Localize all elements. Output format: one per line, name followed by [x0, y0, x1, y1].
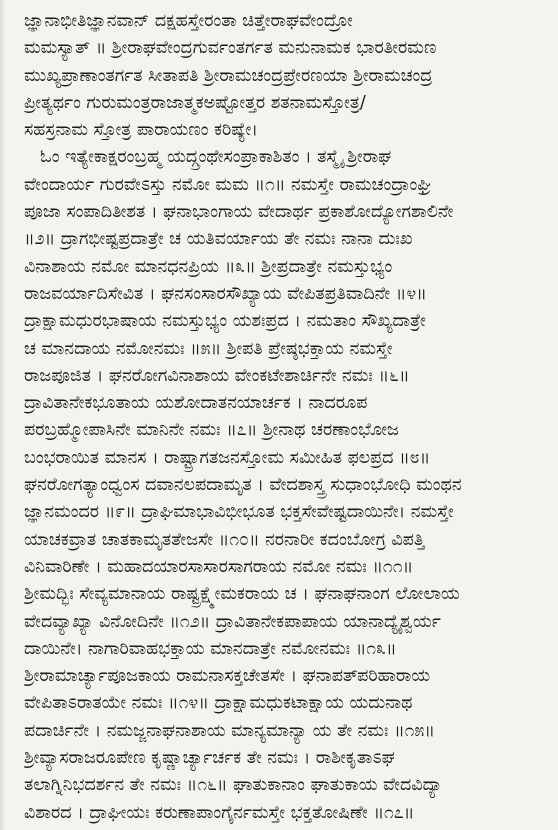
text-line: ಪೂಜಾ ಸಂಪಾದಿತೀಶತ । ಘನಾಭಾಂಗಾಯ ವೇದಾರ್ಥ ಪ್ರಕಾಶೋದ್ಯೋಗಶಾಲಿನೇ	[24, 202, 454, 223]
text-line: ವೇಪಿತಾಽರಾತಯೇ ನಮಃ ॥೧೪॥ ದ್ರಾಕ್ಷಾಮಧುಕಟಾಕ್ಷಾಯ ಯದುನಾಥ	[24, 693, 413, 714]
text-line: ದಾಯಿನೇ। ನಾಗಾರಿವಾಹಭಕ್ತಾಯ ಮಾನದಾತ್ರೇ ನಮೋನಮಃ ॥೧೩॥	[24, 638, 397, 659]
text-line: ವಿನಿವಾರಿಣೇ । ಮಹಾದಯಾರಸಾಸಾರಸಾಗರಾಯ ನಮೋ ನಮಃ ॥೧೧॥	[24, 556, 414, 577]
text-line: ಪ್ರೀತ್ಯರ್ಥಂ ಗುರುಮಂತ್ರರಾಜಾತ್ಮಕಅಷ್ಟೋತ್ತರ ಶತನಾಮಸ್ತೋತ್ರ/	[24, 92, 366, 113]
text-line: ದ್ರಾಕ್ಷಾಮಧುರಭಾಷಾಯ ನಮಸ್ತುಭ್ಯಂ ಯಶಃಪ್ರದ । ನಮತಾಂ ಸೌಖ್ಯದಾತ್ರೇ	[24, 311, 426, 332]
text-line: ಮುಖ್ಯಪ್ರಾಣಾಂತರ್ಗತ ಸೀತಾಪತಿ ಶ್ರೀರಾಮಚಂದ್ರಪ್ರೇರಣಯಾ ಶ್ರೀರಾಮಚಂದ್ರ	[24, 65, 433, 86]
text-line: ಶ್ರೀವ್ಯಾಸರಾಜರೂಪೇಣ ಕೃಷ್ಣಾರ್ಚ್ಯಾರ್ಚಕ ತೇ ನಮಃ । ರಾಶೀಕೃತಾಽಘ	[24, 748, 395, 769]
text-line: ವಿನಾಶಾಯ ನಮೋ ಮಾನಧನಪ್ರಿಯ ॥೩॥ ಶ್ರೀಪ್ರದಾತ್ರೇ ನಮಸ್ತುಭ್ಯಂ	[24, 256, 393, 277]
text-line: ಶ್ರೀರಾಮಾರ್ಚ್ಯಾಪೂಜಕಾಯ ರಾಮನಾಸಕ್ತಚೇತಸೇ । ಘನಾಪತ್‍ಪರಿಹಾರಾಯ	[24, 666, 431, 687]
text-line: ಜ್ಞಾನಮಂದರ ॥೯॥ ದ್ರಾಘಿಮಾಭಾವಿಭೀಭೂತ ಭಕ್ತಸೇವೇಷ್ಟದಾಯಿನೇ। ನಮಸ್ತೇ	[24, 502, 454, 523]
text-line: ವೇಂದಾರ್ಯ ಗುರವೇಽಸ್ತು ನಮೋ ಮಮ ॥೧॥ ನಮಸ್ತೇ ರಾಮಚಂದ್ರಾಂಘ್ರಿ	[24, 174, 432, 195]
text-line: ಶ್ರೀಮದ್ಭಿಃ ಸೇವ್ಯಮಾನಾಯ ರಾಷ್ಟ್ರಕ್ಷ್ಮೇಮಕರಾಯ ಚ । ಘನಾಘನಾಂಗ ಲೋಲಾಯ	[24, 584, 460, 605]
text-line: ಪದಾರ್ಚಿನೇ । ನಮಜ್ಜನಾಘನಾಶಾಯ ಮಾನ್ಯಮಾನ್ಯಾ ಯ ತೇ ನಮಃ ॥೧೫॥	[24, 720, 435, 741]
text-line: ವೇದವ್ಯಾಖ್ಯಾ ವಿನೋದಿನೇ ॥೧೨॥ ದ್ರಾವಿತಾನೇಕಪಾಪಾಯ ಯಾನಾದ್ಯೈಶ್ವರ್ಯ	[24, 611, 441, 632]
text-line: ರಾಜವರ್ಯಾದಿಸೇವಿತ । ಘನಸಂಸಾರಸೌಖ್ಯಾಯ ವೇಪಿತಪ್ರತಿವಾದಿನೇ ॥೪॥	[24, 283, 427, 304]
text-line: ಯಾಚಕವ್ರಾತ ಚಾತಕಾಮೃತತೇಜಸೇ ॥೧೦॥ ನರನಾರೀ ಕದಂಬೋಗ್ರ ವಿಪತ್ತಿ	[24, 529, 425, 550]
text-line: ದ್ರಾವಿತಾನೇಕಭೂತಾಯ ಯಶೋದಾತನಯಾರ್ಚಕ । ನಾದರೂಪ	[24, 393, 368, 414]
text-line: ಓಂ ಇತ್ಯೇಕಾಕ್ಷರಂಬ್ರಹ್ಮ ಯದ್ಗ್ರಂಥೇಸಂಪ್ರಾಕಾಶಿತಂ । ತಸ್ಮೈ ಶ್ರೀರಾಘ	[40, 147, 392, 168]
text-line: ಪರಬ್ರಹ್ಮೋಪಾಸಿನೇ ಮಾನಿನೇ ನಮಃ ॥೭॥ ಶ್ರೀನಾಥ ಚರಣಾಂಭೋಜ	[24, 420, 399, 441]
text-line: ಬಂಭರಾಯಿತ ಮಾನಸ । ರಾಷ್ಟ್ರಾಗತಜನಸ್ತೋಮ ಸಮೀಹಿತ ಫಲಪ್ರದ ॥೮॥	[24, 447, 431, 468]
text-line: ಘನರೋಗತ್ಯಾಂಧ್ವಂಸ ದವಾನಲಪದಾಮೃತ । ವೇದಶಾಸ್ತ್ರ ಸುಧಾಂಭೋಧಿ ಮಂಥನ	[24, 475, 462, 496]
text-line: ಚ ಮಾನದಾಯ ನಮೋನಮಃ ॥೫॥ ಶ್ರೀಪತಿ ಪ್ರೇಷ್ಠಭಕ್ತಾಯ ನಮಸ್ತೇ	[24, 338, 393, 359]
text-line: ವಿಶಾರದ । ದ್ರಾಘೀಯಃ ಕರುಣಾಪಾಂಗೈರ್ನಮಸ್ತೇ ಭಕ್ತತೋಷಿಣೇ ॥೧೭॥	[24, 802, 415, 823]
text-line: ಮಮಸ್ಯಾತ್ ॥ ಶ್ರೀರಾಘವೇಂದ್ರಗುರ್ವಂತರ್ಗತ ಮನುನಾಮಕ ಭಾರತೀರಮಣ	[24, 38, 437, 59]
text-line: ತಲಾಗ್ನಿನಿಭದರ್ಶನ ತೇ ನಮಃ ॥೧೬॥ ಘಾತುಕಾನಾಂ ಘಾತುಕಾಯ ವೇದವಿದ್ಯಾ	[24, 775, 443, 796]
text-line: ॥೨॥ ದ್ರಾಗಭೀಷ್ಟಪ್ರದಾತ್ರೇ ಚ ಯತಿವರ್ಯಾಯ ತೇ ನಮಃ ನಾನಾ ದುಃಖ	[24, 229, 413, 250]
stotra-text-block	[24, 8, 546, 827]
text-line: ರಾಜಪೂಜಿತ । ಘನರೋಗವಿನಾಶಾಯ ವೇಂಕಟೇಶಾರ್ಚಿನೇ ನಮಃ ॥೬॥	[24, 365, 410, 386]
text-line: ಜ್ಞಾನಾಭೀತಿಜ್ಞಾನವಾನ್ ದಕ್ಷಹಸ್ತೇರಂತಾ ಚಿತ್ತೇರಾಘವೇಂದ್ರೋ	[24, 11, 353, 31]
text-line: ಸಹಸ್ರನಾಮ ಸ್ತೋತ್ರ ಪಾರಾಯಣಂ ಕರಿಷ್ಯೇ।	[24, 120, 258, 141]
